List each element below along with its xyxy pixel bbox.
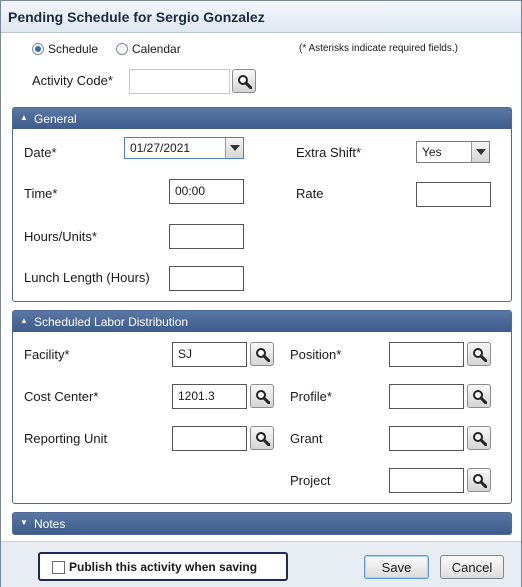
- magnifier-icon: [472, 347, 487, 362]
- lunch-length-label: Lunch Length (Hours): [24, 270, 150, 285]
- grant-lookup-button[interactable]: [467, 426, 491, 450]
- position-label: Position*: [290, 347, 342, 362]
- notes-panel-title: Notes: [34, 517, 66, 531]
- magnifier-icon: [255, 347, 270, 362]
- schedule-radio[interactable]: [32, 43, 44, 55]
- grant-input[interactable]: [389, 426, 464, 451]
- schedule-radio-label[interactable]: Schedule: [48, 42, 99, 56]
- project-lookup-button[interactable]: [467, 468, 491, 492]
- dialog-title: Pending Schedule for Sergio Gonzalez: [8, 9, 265, 25]
- publish-label[interactable]: Publish this activity when saving: [69, 560, 258, 574]
- activity-code-input[interactable]: [129, 69, 230, 94]
- publish-checkbox[interactable]: [52, 561, 65, 574]
- profile-input[interactable]: [389, 384, 464, 409]
- triangle-icon: ▲: [20, 316, 28, 325]
- cost-center-lookup-button[interactable]: [250, 384, 274, 408]
- save-button[interactable]: Save: [364, 555, 429, 579]
- date-value: 01/27/2021: [130, 141, 191, 155]
- magnifier-icon: [255, 389, 270, 404]
- extra-shift-label: Extra Shift*: [296, 145, 362, 160]
- chevron-down-icon[interactable]: [471, 142, 489, 162]
- profile-lookup-button[interactable]: [467, 384, 491, 408]
- extra-shift-value: Yes: [422, 145, 442, 159]
- reporting-unit-lookup-button[interactable]: [250, 426, 274, 450]
- magnifier-icon: [237, 74, 252, 89]
- title-bar: [1, 1, 521, 33]
- reporting-unit-input[interactable]: [172, 426, 247, 451]
- magnifier-icon: [472, 431, 487, 446]
- reporting-unit-label: Reporting Unit: [24, 431, 108, 446]
- profile-label: Profile*: [290, 389, 332, 404]
- position-input[interactable]: [389, 342, 464, 367]
- notes-panel-header[interactable]: [13, 513, 511, 534]
- required-fields-note: (* Asterisks indicate required fields.): [299, 43, 458, 54]
- project-label: Project: [290, 473, 331, 488]
- triangle-icon: ▲: [20, 113, 28, 122]
- facility-lookup-button[interactable]: [250, 342, 274, 366]
- date-picker[interactable]: [124, 137, 244, 159]
- cost-center-input[interactable]: 1201.3: [172, 384, 247, 409]
- triangle-icon: ▼: [20, 518, 28, 527]
- calendar-radio[interactable]: [116, 43, 128, 55]
- magnifier-icon: [255, 431, 270, 446]
- labor-distribution-panel-title: Scheduled Labor Distribution: [34, 315, 189, 329]
- lunch-length-input[interactable]: [169, 266, 244, 291]
- position-lookup-button[interactable]: [467, 342, 491, 366]
- labor-distribution-panel-header[interactable]: [13, 311, 511, 332]
- grant-label: Grant: [290, 431, 323, 446]
- cost-center-label: Cost Center*: [24, 389, 99, 404]
- publish-option[interactable]: [38, 552, 288, 581]
- rate-input[interactable]: [416, 182, 491, 207]
- extra-shift-select[interactable]: [416, 141, 490, 163]
- activity-code-label: Activity Code*: [32, 73, 113, 88]
- facility-label: Facility*: [24, 347, 70, 362]
- date-label: Date*: [24, 145, 57, 160]
- time-label: Time*: [24, 186, 58, 201]
- hours-units-label: Hours/Units*: [24, 229, 97, 244]
- hours-units-input[interactable]: [169, 224, 244, 249]
- project-input[interactable]: [389, 468, 464, 493]
- magnifier-icon: [472, 473, 487, 488]
- general-panel-title: General: [34, 112, 77, 126]
- time-input[interactable]: 00:00: [169, 179, 244, 204]
- activity-code-lookup-button[interactable]: [232, 69, 256, 93]
- notes-panel: [12, 512, 512, 535]
- facility-input[interactable]: SJ: [172, 342, 247, 367]
- chevron-down-icon[interactable]: [225, 138, 243, 158]
- general-panel-header[interactable]: [13, 108, 511, 129]
- rate-label: Rate: [296, 186, 324, 201]
- magnifier-icon: [472, 389, 487, 404]
- calendar-radio-label[interactable]: Calendar: [132, 42, 181, 56]
- cancel-button[interactable]: Cancel: [440, 555, 504, 579]
